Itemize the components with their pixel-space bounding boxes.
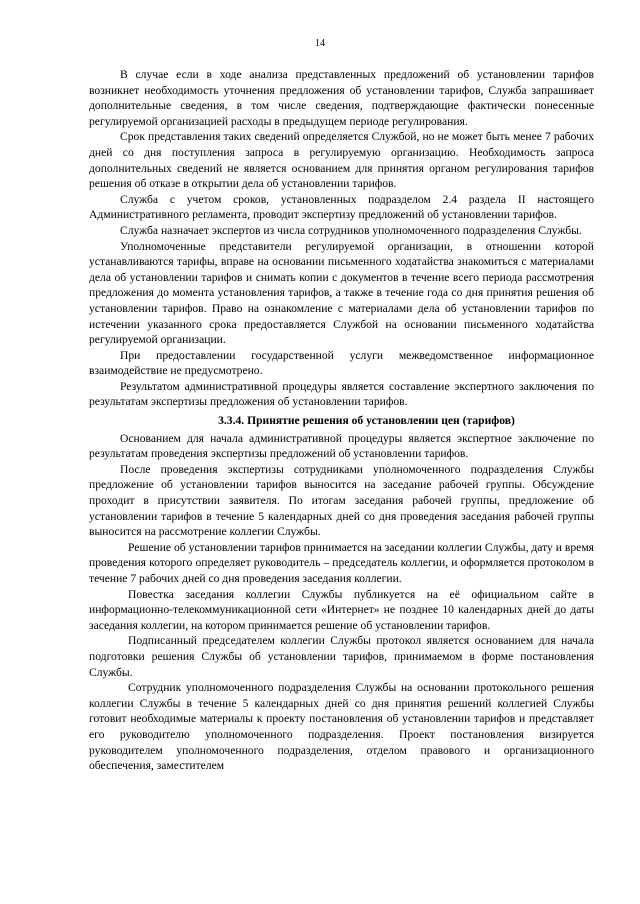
paragraph-procedure-result: Результатом административной процедуры является составление экспертного заключения по результатам экспертизы предложения об установлении тарифов.: [89, 379, 594, 409]
document-body: [89, 67, 594, 774]
paragraph-board-decision: Решение об установлении тарифов принимается на заседании коллегии Службы, дату и время проведения которого определяет руководитель – председатель коллегии, и оформляется протоколом в течение 7 рабочих дней со дня проведения заседания коллегии.: [89, 540, 594, 585]
paragraph-clarification-request: В случае если в ходе анализа представленных предложений об установлении тарифов возникнет необходимость уточнения предложения об установлении тарифов, Служба запрашивает дополнительные сведения, в том числе сведения, подтверждающие фактически понесенные регулируемой организацией расходы в предыдущем периоде регулирования.: [89, 68, 594, 128]
paragraph-interagency-interaction: При предоставлении государственной услуги межведомственное информационное взаимодействие не предусмотрено.: [89, 348, 594, 378]
paragraph-experts-appointment: Служба назначает экспертов из числа сотрудников уполномоченного подразделения Службы.: [120, 223, 582, 237]
paragraph-working-group: После проведения экспертизы сотрудниками уполномоченного подразделения Службы предложение об установлении тарифов выносится на заседание рабочей группы. Обсуждение проходит в присутствии заявителя. По итогам заседания рабочей группы, предложение об установлении тарифов в течение 5 календарных дней со дня проведения заседания рабочей группы выносится на рассмотрение коллегии Службы.: [89, 462, 594, 539]
section-heading: 3.3.4. Принятие решения об установлении цен (тарифов): [218, 414, 515, 428]
paragraph-submission-deadline: Срок представления таких сведений определяется Службой, но не может быть менее 7 рабочих дней со дня поступления запроса в регулируемую организацию. Необходимость запроса дополнительных сведений не является основанием для принятия органом регулирования тарифов решения об отказе в открытии дела об установлении тарифов.: [89, 130, 594, 191]
page-number: 14: [315, 38, 325, 49]
paragraph-signed-protocol: Подписанный председателем коллегии Службы протокол является основанием для начала подготовки решения Службы об установлении тарифов, принимаемом в форме постановления Службы.: [89, 634, 594, 679]
paragraph-representatives-access: Уполномоченные представители регулируемой организации, в отношении которой устанавливаются тарифы, вправе на основании письменного ходатайства знакомиться с материалами дела об установлении тарифов и снимать копии с документов в течение всего периода рассмотрения предложения до момента установления тарифов, а также в течение года со дня принятия решения об установлении тарифов. Право на ознакомление с материалами дела об установлении тарифов по истечении указанного срока предоставляется Службой на основании письменного ходатайства регулируемой организации.: [89, 239, 594, 347]
paragraph-agenda-publication: Повестка заседания коллегии Службы публикуется на её официальном сайте в информационно-телекоммуникационной сети «Интернет» не позднее 10 календарных дней до даты заседания коллегии, на котором принимается решение об установлении тарифов.: [89, 587, 594, 632]
paragraph-draft-resolution: Сотрудник уполномоченного подразделения Службы на основании протокольного решения коллегии Службы в течение 5 календарных дней со дня принятия решений коллегией Службы готовит необходимые материалы к проекту постановления об установлении тарифов и представляет его руководителю уполномоченного подразделения. Проект постановления визируется руководителем уполномоченного подразделения, отделом правового и организационного обеспечения, заместителем: [89, 681, 594, 773]
paragraph-expertise-terms: Служба с учетом сроков, установленных подразделом 2.4 раздела II настоящего Административного регламента, проводит экспертизу предложений об установлении тарифов.: [89, 192, 594, 222]
paragraph-procedure-basis: Основанием для начала административной процедуры является экспертное заключение по результатам проведения экспертизы предложений об установлении тарифов.: [89, 431, 594, 461]
